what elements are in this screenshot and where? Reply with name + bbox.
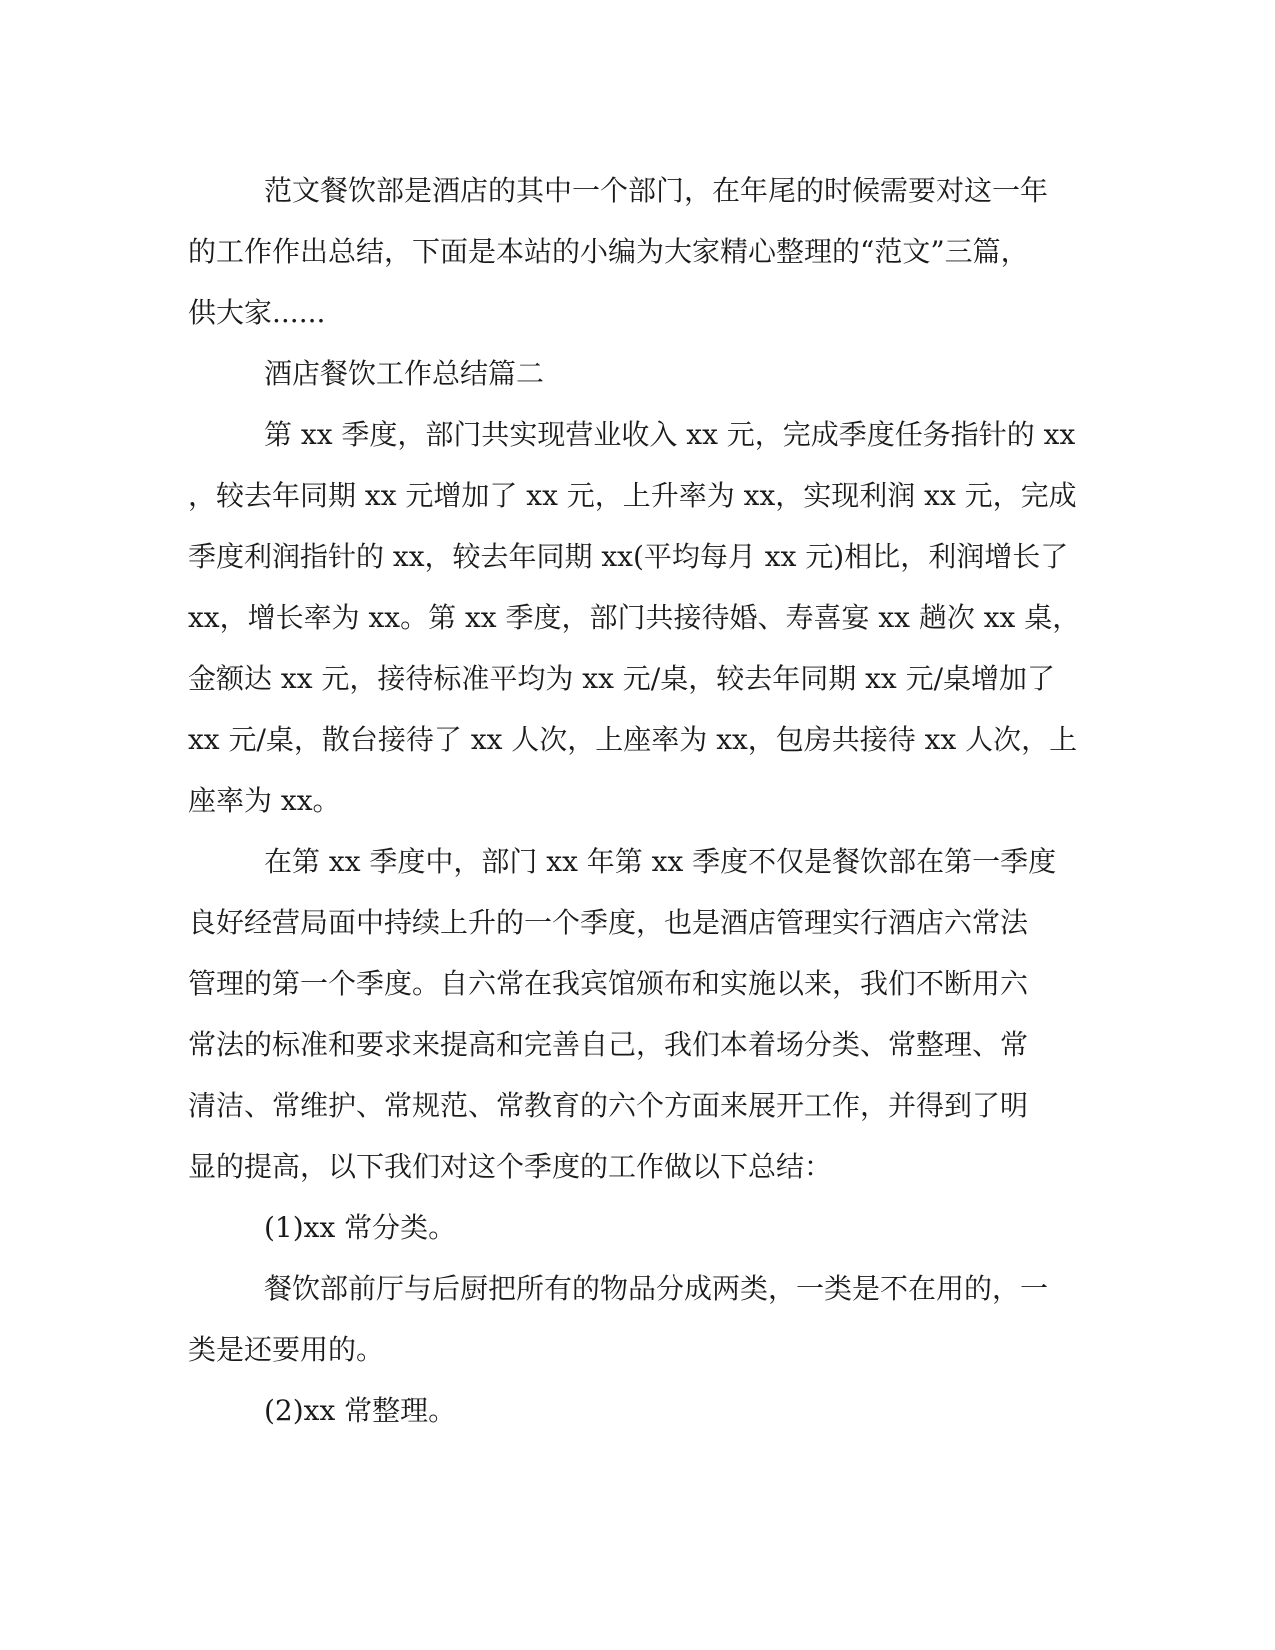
text-line: 的工作作出总结，下面是本站的小编为大家精心整理的“范文”三篇， (188, 235, 1029, 268)
document-body (188, 160, 1088, 1441)
list-item-heading: (1)xx 常分类。 (264, 1211, 457, 1244)
list-item-heading: (2)xx 常整理。 (264, 1394, 457, 1427)
text-line: 第 xx 季度，部门共实现营业收入 xx 元，完成季度任务指针的 xx (264, 418, 1076, 451)
text-line: 显的提高，以下我们对这个季度的工作做以下总结： (188, 1150, 833, 1183)
text-line: 金额达 xx 元，接待标准平均为 xx 元/桌，较去年同期 xx 元/桌增加了 (188, 662, 1056, 695)
text-line: ，较去年同期 xx 元增加了 xx 元，上升率为 xx，实现利润 xx 元，完成 (188, 479, 1077, 512)
text-line: xx，增长率为 xx。第 xx 季度，部门共接待婚、寿喜宴 xx 趟次 xx 桌， (188, 601, 1081, 634)
text-line: 在第 xx 季度中，部门 xx 年第 xx 季度不仅是餐饮部在第一季度 (264, 845, 1057, 878)
text-line: 良好经营局面中持续上升的一个季度，也是酒店管理实行酒店六常法 (188, 906, 1029, 939)
text-line: 常法的标准和要求来提高和完善自己，我们本着场分类、常整理、常 (188, 1028, 1029, 1061)
text-line: xx 元/桌，散台接待了 xx 人次，上座率为 xx，包房共接待 xx 人次，上 (188, 723, 1078, 756)
text-line: 季度利润指针的 xx，较去年同期 xx(平均每月 xx 元)相比，利润增长了 (188, 540, 1069, 573)
text-line: 座率为 xx。 (188, 784, 341, 817)
text-line: 餐饮部前厅与后厨把所有的物品分成两类，一类是不在用的，一 (264, 1272, 1049, 1305)
text-line: 清洁、常维护、常规范、常教育的六个方面来展开工作，并得到了明 (188, 1089, 1029, 1122)
section-heading: 酒店餐饮工作总结篇二 (264, 357, 545, 390)
text-line: 管理的第一个季度。自六常在我宾馆颁布和实施以来，我们不断用六 (188, 967, 1029, 1000)
text-line: 供大家...... (188, 296, 326, 329)
text-line: 类是还要用的。 (188, 1333, 385, 1366)
text-line: 范文餐饮部是酒店的其中一个部门，在年尾的时候需要对这一年 (264, 174, 1049, 207)
